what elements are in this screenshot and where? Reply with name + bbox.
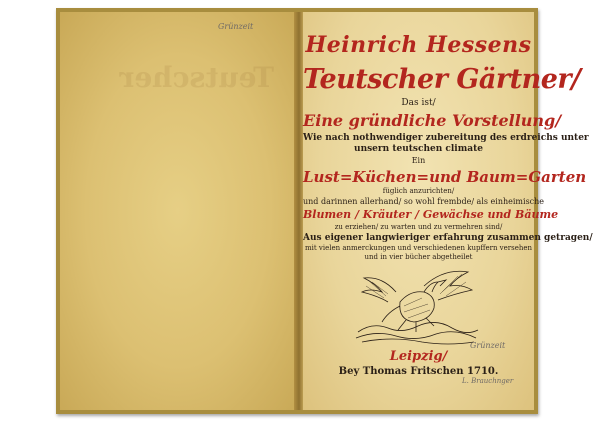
place-line: Leipzig/ xyxy=(389,349,448,364)
left-page-bleedthrough: Teutscher xyxy=(119,61,274,94)
description-line-8: und in vier bücher abgetheilet xyxy=(364,253,473,261)
left-page-signature: Grünzeit xyxy=(218,22,254,31)
das-ist-line: Das ist/ xyxy=(401,98,436,108)
description-line-5: zu erziehen/ zu warten und zu vermehren sind/ xyxy=(334,223,503,231)
bottom-signature: L. Brauchnger xyxy=(462,377,514,385)
description-line-7: mit vielen anmerckungen und verschiedenen kupffern versehen xyxy=(304,244,533,252)
ein-line: Ein xyxy=(411,156,426,165)
description-line-2: unsern teutschen climate xyxy=(354,144,483,154)
griffin-vignette-illustration xyxy=(352,262,482,346)
subtitle-line: Eine gründliche Vorstellung/ xyxy=(303,111,562,130)
author-line: Heinrich Hessens xyxy=(305,32,532,58)
plants-line: Blumen / Kräuter / Gewächse und Bäume xyxy=(303,208,559,221)
description-line-4: und darinnen allerhand/ so wohl frembde/ als einheimische xyxy=(303,197,545,206)
description-line-3: füglich anzurichten/ xyxy=(382,187,455,195)
publisher-line: Bey Thomas Fritschen 1710. xyxy=(338,366,499,377)
garden-types-line: Lust=Küchen=und Baum=Garten xyxy=(303,168,587,186)
title-page-signature: Grünzeit xyxy=(470,341,506,350)
main-title: Teutscher Gärtner/ xyxy=(303,64,581,95)
description-line-1: Wie nach nothwendiger zubereitung des erdreichs unter xyxy=(303,133,589,143)
description-line-6: Aus eigener langwieriger erfahrung zusammen getragen/ xyxy=(303,233,593,243)
